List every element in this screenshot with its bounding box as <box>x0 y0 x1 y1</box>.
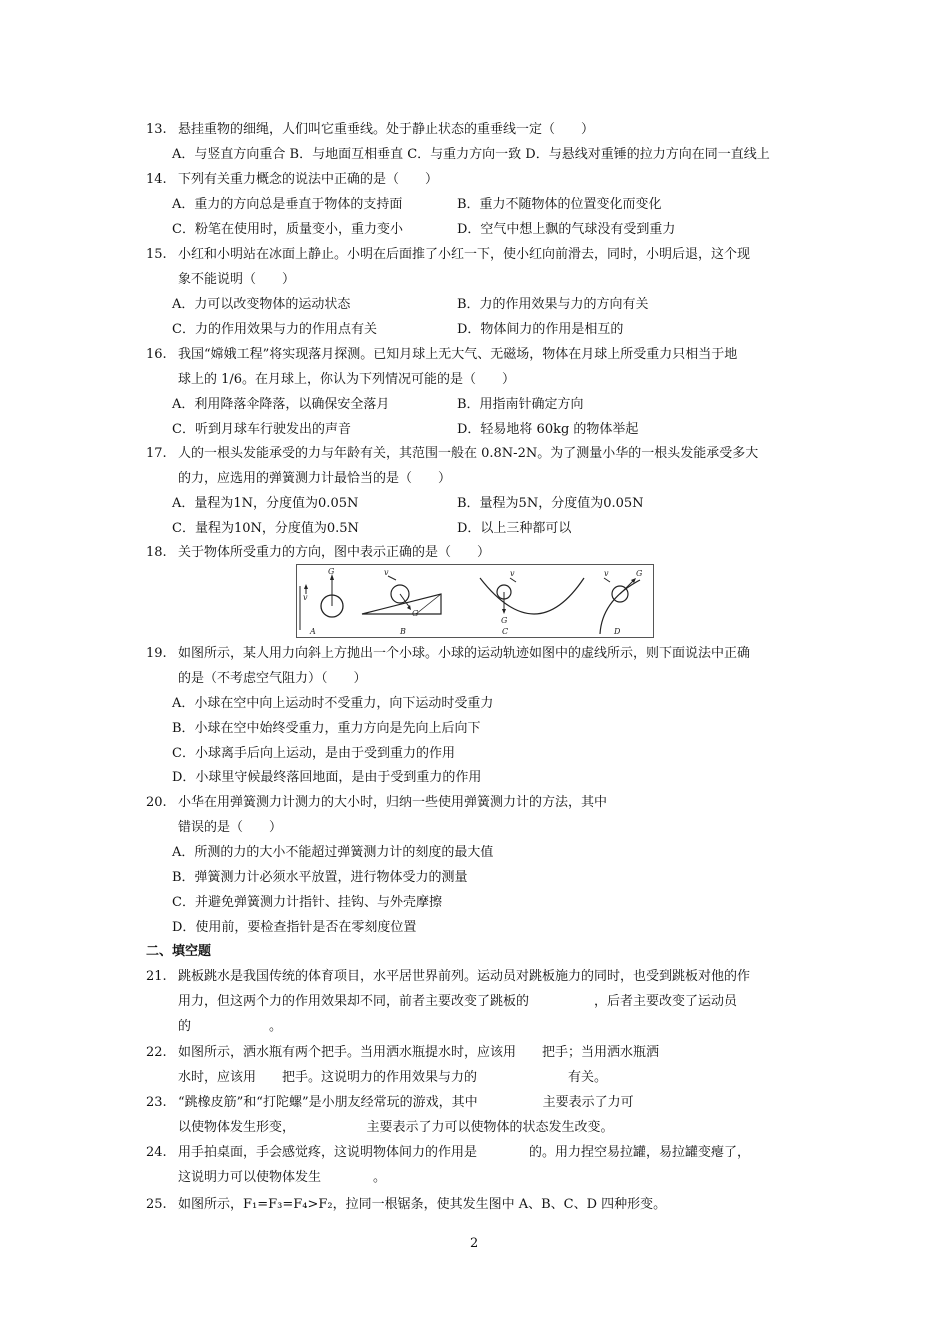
svg-text:A: A <box>310 627 316 636</box>
text-line: 象不能说明（ ） <box>178 272 296 287</box>
text-line: B．用指南针确定方向 <box>457 397 584 412</box>
text-line: “跳橡皮筋”和“打陀螺”是小朋友经常玩的游戏，其中 主要表示了力可 <box>178 1095 634 1110</box>
text-line: B．弹簧测力计必须水平放置，进行物体受力的测量 <box>172 870 468 885</box>
text-line: A．量程为1N，分度值为0.05N <box>172 496 359 511</box>
question-number: 16. <box>146 347 167 362</box>
figure-panel-d <box>600 569 643 636</box>
question-number: 23. <box>146 1095 167 1110</box>
svg-text:G: G <box>412 609 419 618</box>
text-line: 我国“嫦娥工程”将实现落月探测。已知月球上无大气、无磁场，物体在月球上所受重力只相当于地 <box>178 347 738 362</box>
question-number: 24. <box>146 1145 167 1160</box>
text-line: C．粉笔在使用时，质量变小，重力变小 <box>172 222 403 237</box>
text-line: C．力的作用效果与力的作用点有关 <box>172 322 377 337</box>
svg-text:C: C <box>502 627 509 636</box>
text-line: 这说明力可以使物体发生 。 <box>178 1170 387 1185</box>
question-number: 17. <box>146 446 167 461</box>
question-number: 18. <box>146 545 167 560</box>
text-line: 用手拍桌面，手会感觉疼，这说明物体间力的作用是 的。用力捏空易拉罐，易拉罐变瘪了， <box>178 1145 751 1160</box>
question-number: 15. <box>146 247 167 262</box>
text-line: 如图所示，某人用力向斜上方抛出一个小球。小球的运动轨迹如图中的虚线所示，则下面说法中正确 <box>178 646 751 661</box>
text-line: A．所测的力的大小不能超过弹簧测力计的刻度的最大值 <box>172 845 494 860</box>
text-line: D．以上三种都可以 <box>457 521 572 536</box>
question-number: 20. <box>146 795 167 810</box>
question-number: 19. <box>146 646 167 661</box>
question-number: 25. <box>146 1197 167 1212</box>
text-line: 悬挂重物的细绳，人们叫它重垂线。处于静止状态的重垂线一定（ ） <box>178 122 595 137</box>
question-number: 13. <box>146 122 167 137</box>
text-line: B．力的作用效果与力的方向有关 <box>457 297 649 312</box>
text-line: C．听到月球车行驶发出的声音 <box>172 422 351 437</box>
text-line: B．重力不随物体的位置变化而变化 <box>457 197 662 212</box>
text-line: 小红和小明站在冰面上静止。小明在后面推了小红一下，使小红向前滑去，同时，小明后退，这个现 <box>178 247 751 262</box>
text-line: D．物体间力的作用是相互的 <box>457 322 624 337</box>
text-line: 小华在用弹簧测力计测力的大小时，归纳一些使用弹簧测力计的方法，其中 <box>178 795 608 810</box>
text-line: A．与竖直方向重合 B．与地面互相垂直 C．与重力方向一致 D．与悬线对重锤的拉力方向在同一直线上 <box>172 147 770 162</box>
svg-text:G: G <box>636 569 643 578</box>
section-heading: 二、填空题 <box>146 944 212 959</box>
question-number: 22. <box>146 1045 167 1060</box>
text-line: 下列有关重力概念的说法中正确的是（ ） <box>178 172 439 187</box>
text-line: 的 。 <box>178 1019 283 1034</box>
text-line: A．利用降落伞降落，以确保安全落月 <box>172 397 390 412</box>
text-line: D．小球里守候最终落回地面，是由于受到重力的作用 <box>172 770 482 785</box>
text-line: 水时，应该用 把手。这说明力的作用效果与力的 有关。 <box>178 1070 608 1085</box>
text-line: 的力，应选用的弹簧测力计最恰当的是（ ） <box>178 471 452 486</box>
text-line: A．力可以改变物体的运动状态 <box>172 297 351 312</box>
text-line: B．小球在空中始终受重力，重力方向是先向上后向下 <box>172 721 481 736</box>
text-line: 错误的是（ ） <box>178 820 283 835</box>
text-line: 如图所示，F₁=F₃=F₄>F₂，拉同一根锯条，使其发生图中 A、B、C、D 四种形变。 <box>178 1197 667 1212</box>
text-line: A．重力的方向总是垂直于物体的支持面 <box>172 197 403 212</box>
figure-panel-b <box>362 568 441 636</box>
svg-text:G: G <box>501 616 508 625</box>
text-line: 人的一根头发能承受的力与年龄有关，其范围一般在 0.8N-2N。为了测量小华的一根头发能承受多大 <box>178 446 759 461</box>
text-line: 跳板跳水是我国传统的体育项目，水平居世界前列。运动员对跳板施力的同时，也受到跳板对他的作 <box>178 969 751 984</box>
question-number: 21. <box>146 969 167 984</box>
svg-text:v: v <box>384 568 389 577</box>
svg-text:v: v <box>303 593 308 602</box>
svg-text:D: D <box>614 627 621 636</box>
text-line: 关于物体所受重力的方向，图中表示正确的是（ ） <box>178 545 491 560</box>
page-number: 2 <box>470 1236 479 1251</box>
text-line: D．空气中想上飘的气球没有受到重力 <box>457 222 676 237</box>
text-line: 用力，但这两个力的作用效果却不同，前者主要改变了跳板的 ，后者主要改变了运动员 <box>178 994 738 1009</box>
figure-panel-a <box>300 567 343 636</box>
text-line: 的是（不考虑空气阻力）（ ） <box>178 671 367 686</box>
svg-text:G: G <box>328 567 335 576</box>
text-line: D．轻易地将 60kg 的物体举起 <box>457 422 639 437</box>
text-line: B．量程为5N，分度值为0.05N <box>457 496 644 511</box>
text-line: D．使用前，要检查指针是否在零刻度位置 <box>172 920 417 935</box>
gravity-direction-figure <box>296 564 654 638</box>
text-line: 球上的 1/6。在月球上，你认为下列情况可能的是（ ） <box>178 372 516 387</box>
svg-text:B: B <box>400 627 406 636</box>
svg-text:v: v <box>510 569 515 578</box>
text-line: C．小球离手后向上运动，是由于受到重力的作用 <box>172 746 455 761</box>
question-number: 14. <box>146 172 167 187</box>
text-line: 以使物体发生形变， 主要表示了力可以使物体的状态发生改变。 <box>178 1120 614 1135</box>
text-line: A．小球在空中向上运动时不受重力，向下运动时受重力 <box>172 696 494 711</box>
figure-panel-c <box>480 569 584 636</box>
text-line: C．量程为10N，分度值为0.5N <box>172 521 359 536</box>
text-line: C．并避免弹簧测力计指针、挂钩、与外壳摩擦 <box>172 895 442 910</box>
text-line: 如图所示，洒水瓶有两个把手。当用洒水瓶提水时，应该用 把手；当用洒水瓶洒 <box>178 1045 660 1060</box>
svg-text:v: v <box>604 569 609 578</box>
